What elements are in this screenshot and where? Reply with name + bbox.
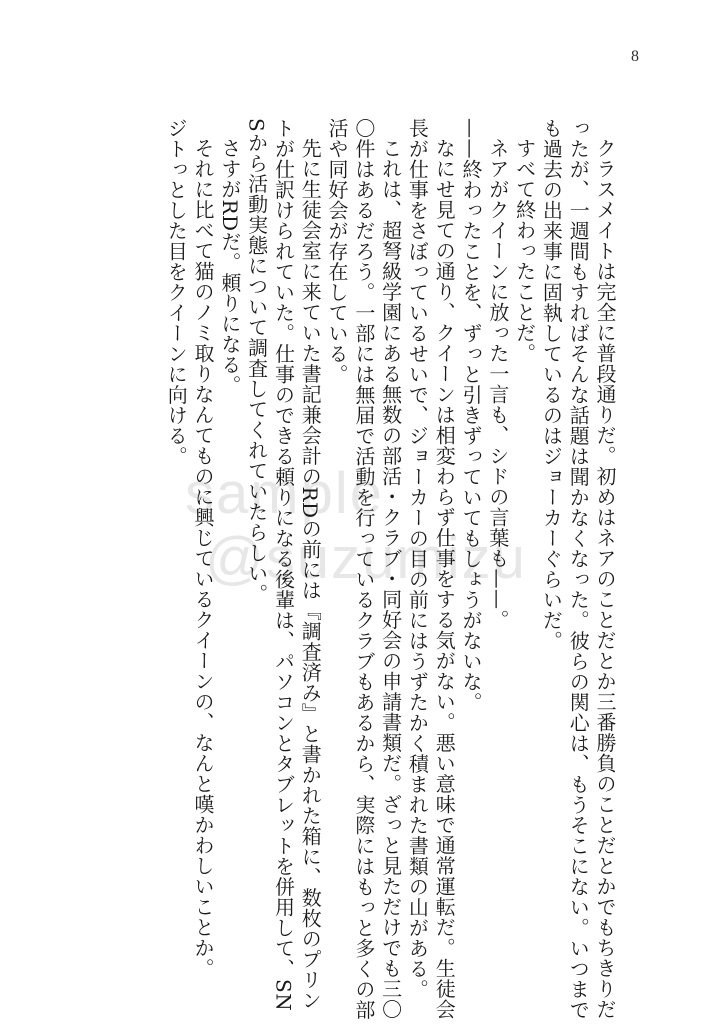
text-line: 先に生徒会室に来ていた書記兼会計のRDの前には『調査済み』と書かれた箱に、数枚のプリン: [298, 138, 323, 1011]
text-line: すべて終わったことだ。: [512, 138, 537, 364]
text-line: クラスメイトは完全に普段通りだ。初めはネアのことだとか三番勝負のことだとかでもちきりだ: [593, 138, 617, 1020]
text-line: それに比べて猫のノミ取りなんてものに興じているクイーンの、なんと嘆かわしいことか。: [191, 138, 216, 979]
text-line: ネアがクイーンに放った一言も、シドの言葉も——。: [485, 138, 510, 630]
text-line: ——終わったことを、ずっと引きずっていてもしょうがないな。: [459, 118, 484, 713]
text-line: も過去の出来事に固執しているのはジョーカーぐらいだ。: [539, 118, 564, 651]
text-line: ったが、一週間もすればそんな話題は聞かなくなった。彼らの関心は、もうそこにない。いつまで: [566, 118, 591, 1020]
page-number: 8: [631, 48, 639, 65]
body-text: [118, 118, 618, 1020]
text-line: 活や同好会が存在している。: [325, 118, 350, 385]
text-line: これは、超弩級学園にある無数の部活・クラブ・同好会の申請書類だ。ざっと見ただけでも三〇: [378, 138, 403, 1020]
text-line: 〇件はあるだろう。一部には無届で活動を行っているクラブもあるから、実際にはもっと多くの部: [351, 118, 376, 1020]
text-line: トが仕訳けられていた。仕事のできる頼りになる後輩は、パソコンとタブレットを併用して、SN: [271, 118, 296, 1012]
text-line: ジトっとした目をクイーンに向ける。: [164, 118, 189, 467]
watermark-line-1: sample: [185, 461, 384, 526]
text-line: なにせ見ての通り、クイーンは相変わらず仕事をする気がない。悪い意味で通常運転だ。生徒会: [432, 138, 457, 1020]
text-line: さすがRDだ。頼りになる。: [217, 138, 242, 396]
watermark-line-2: @suzumizu: [205, 526, 527, 591]
text-line: Sから活動実態について調査してくれていたらしい。: [244, 118, 269, 604]
text-line: 長が仕事をさぼっているせいで、ジョーカーの目の前にはうずたかく積まれた書類の山がある。: [405, 118, 430, 1000]
